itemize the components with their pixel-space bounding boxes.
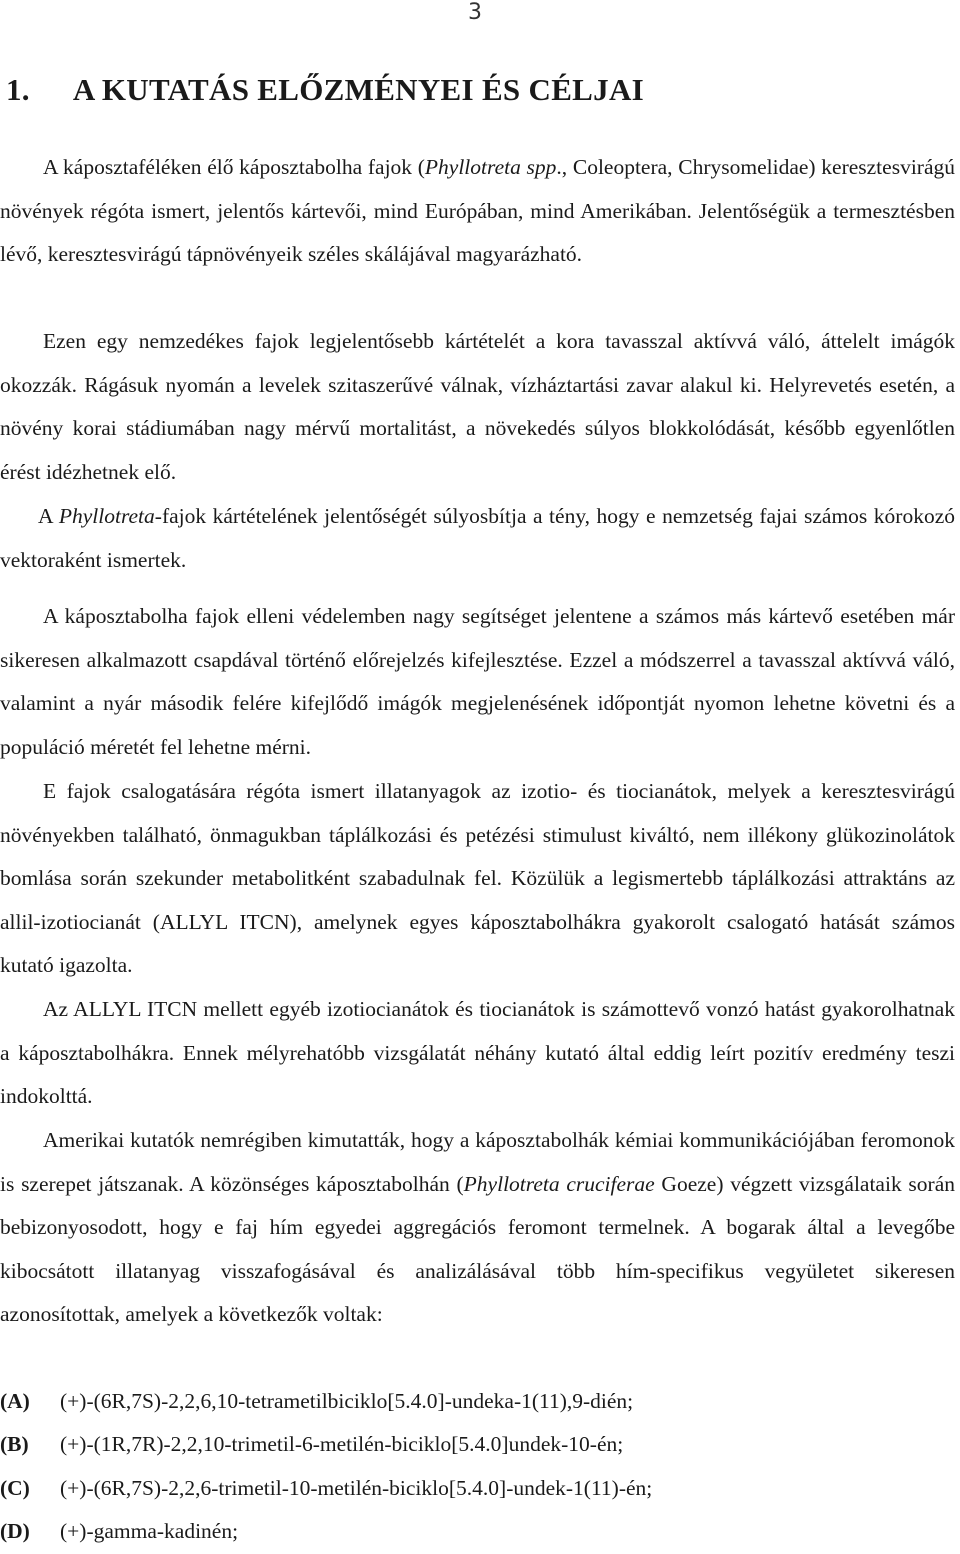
paragraph-1: A káposztaféléken élő káposztabolha fajok (Phyllotreta spp., Coleoptera, Chrysomelidae) keresztesvirágú növények régóta ismert, jelentős kártevői, mind Európában, mind Amerikában. Jelentőségük a termesztésben lévő, keresztesvirágú tápnövényeik széles skálájával magyarázható.	[0, 155, 955, 267]
taxon-italic: Phyllotreta cruciferae	[463, 1171, 655, 1196]
list-item: (C) (+)-(6R,7S)-2,2,6-trimetil-10-metilén-biciklo[5.4.0]-undek-1(11)-én;	[0, 1467, 955, 1510]
paragraph-2: Ezen egy nemzedékes fajok legjelentősebb kártételét a kora tavasszal aktívvá váló, áttelelt imágók okozzák. Rágásuk nyomán a levelek szitaszerűvé válnak, vízháztartási zavar alakul ki. Helyrevetés esetén, a növény korai stádiumában nagy mérvű mortalitást, a növekedés súlyos blokkolódását, később egyenlőtlen érést idézhetnek elő.	[0, 329, 955, 484]
list-label: (B)	[0, 1432, 29, 1457]
list-label: (D)	[0, 1519, 30, 1544]
paragraph-3: A Phyllotreta-fajok kártételének jelentőségét súlyosbítja a tény, hogy e nemzetség fajai számos kórokozó vektoraként ismertek.	[0, 504, 955, 572]
section-heading	[6, 72, 644, 108]
taxon-italic: Phyllotreta	[58, 504, 155, 528]
paragraph-7: Amerikai kutatók nemrégiben kimutatták, hogy a káposztabolhák kémiai kommunikációjában feromonok is szerepet játszanak. A közönséges káposztabolhán (Phyllotreta cruciferae Goeze) végzett vizsgálataik során bebizonyosodott, hogy e faj hím egyedei aggregációs feromont termelnek. A bogarak által a levegőbe kibocsátott illatanyag visszafogásával és analizálásával több hím-specifikus vegyületet sikeresen azonosítottak, amelyek a következők voltak:	[0, 1128, 955, 1327]
taxon-italic: Phyllotreta spp	[424, 155, 557, 179]
paragraph-6: Az ALLYL ITCN mellett egyéb izotiocianátok és tiocianátok is számottevő vonzó hatást gyakorolhatnak a káposztabolhákra. Ennek mélyrehatóbb vizsgálatát néhány kutató által eddig leírt pozitív eredmény teszi indokolttá.	[0, 997, 955, 1109]
paragraph-4: A káposztabolha fajok elleni védelemben nagy segítséget jelentene a számos más kártevő esetében már sikeresen alkalmazott csapdával történő előrejelzés kifejlesztése. Ezzel a módszerrel a tavasszal aktívvá váló, valamint a nyár második felére kifejlődő imágók megjelenésének időpontját nyomon lehetne követni és a populáció méretét fel lehetne mérni.	[0, 604, 955, 759]
paragraph-5: E fajok csalogatására régóta ismert illatanyagok az izotio- és tiocianátok, melyek a keresztesvirágú növényekben található, önmagukban táplálkozási és petézési stimulust kiváltó, nem illékony glükozinolátok bomlása során szekunder metabolitként szabadulnak fel. Közülük a legismertebb táplálkozási attraktáns az allil-izotiocianát (ALLYL ITCN), amelynek egyes káposztabolhákra gyakorolt csalogató hatását számos kutató igazolta.	[0, 779, 955, 978]
list-item: (A) (+)-(6R,7S)-2,2,6,10-tetrametilbiciklo[5.4.0]-undeka-1(11),9-dién;	[0, 1380, 955, 1423]
section-number: 1.	[6, 72, 30, 107]
page-number: 3	[468, 0, 482, 25]
compound-list	[0, 1380, 955, 1554]
list-label: (C)	[0, 1475, 30, 1500]
list-item: (B) (+)-(1R,7R)-2,2,10-trimetil-6-metilén-biciklo[5.4.0]undek-10-én;	[0, 1423, 955, 1466]
section-title: A KUTATÁS ELŐZMÉNYEI ÉS CÉLJAI	[72, 72, 645, 107]
list-label: (A)	[0, 1389, 30, 1413]
list-item: (D) (+)-gamma-kadinén;	[0, 1510, 955, 1553]
